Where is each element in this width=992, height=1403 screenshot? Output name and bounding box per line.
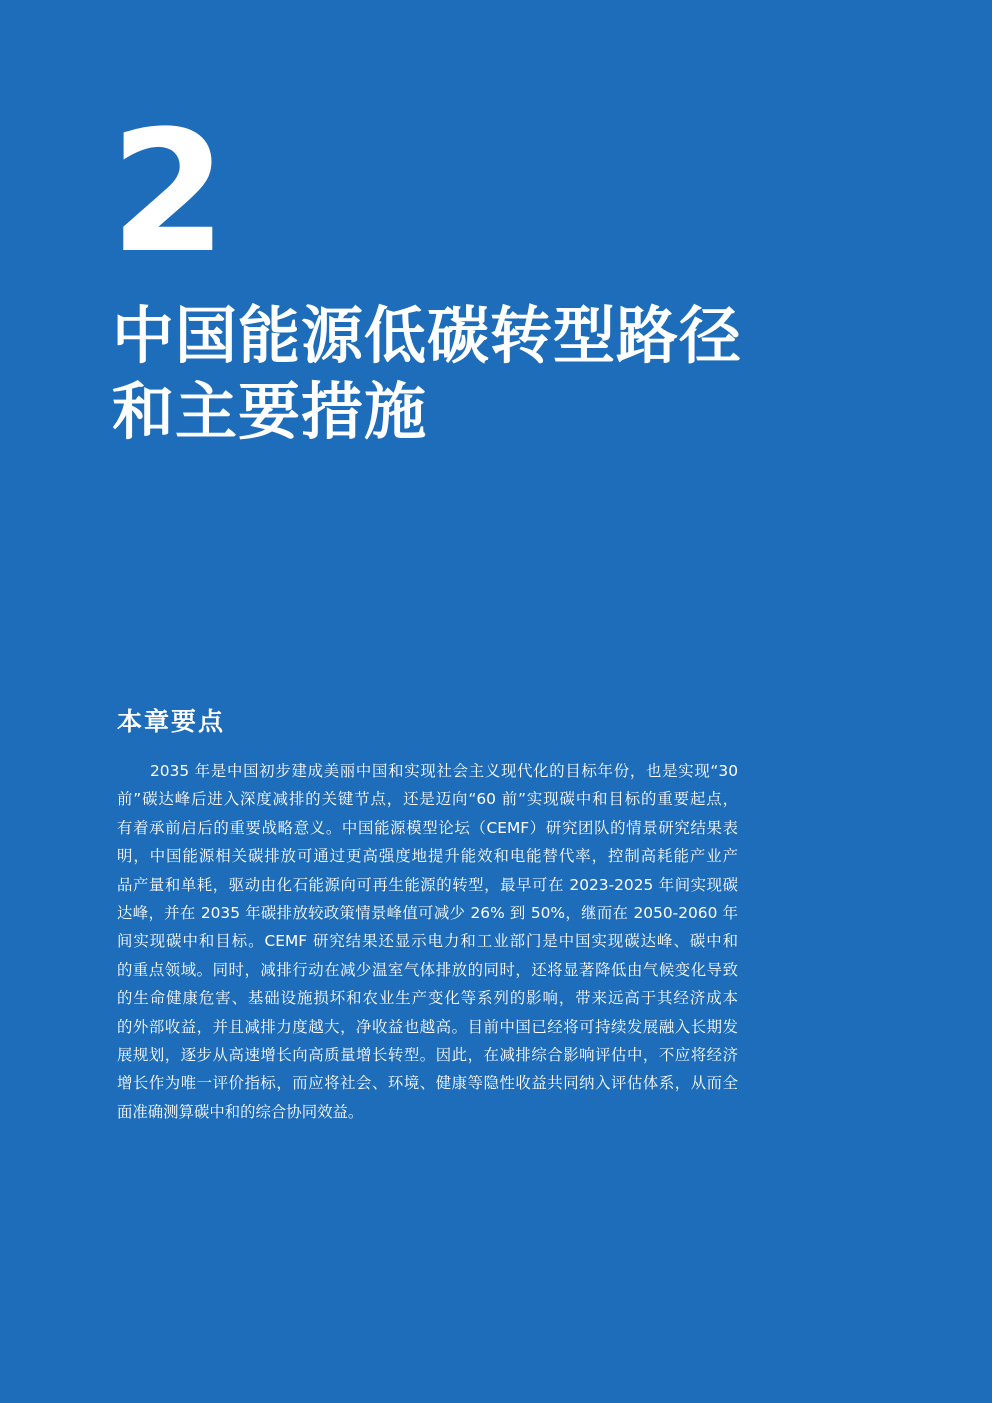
paragraph-line: 展规划，逐步从高速增长向高质量增长转型。因此，在减排综合影响评估中，不应将经济 [117, 1046, 738, 1065]
chapter-number: 2 [110, 94, 223, 290]
key-points-paragraph [117, 757, 738, 1126]
paragraph-line: 的生命健康危害、基础设施损坏和农业生产变化等系列的影响，带来远高于其经济成本 [117, 989, 738, 1008]
chapter-title-line: 中国能源低碳转型路径 [112, 299, 743, 372]
paragraph-line: 前”碳达峰后进入深度减排的关键节点，还是迈向“60 前”实现碳中和目标的重要起点， [117, 790, 738, 809]
chapter-title-line: 和主要措施 [112, 375, 428, 448]
chapter-title [112, 298, 772, 450]
paragraph-line: 间实现碳中和目标。CEMF 研究结果还显示电力和工业部门是中国实现碳达峰、碳中和 [117, 932, 738, 951]
paragraph-line: 面准确测算碳中和的综合协同效益。 [117, 1102, 364, 1121]
paragraph-line: 增长作为唯一评价指标，而应将社会、环境、健康等隐性收益共同纳入评估体系，从而全 [117, 1074, 738, 1093]
paragraph-line: 达峰，并在 2035 年碳排放较政策情景峰值可减少 26% 到 50%，继而在 2050-2060 年 [117, 904, 738, 923]
paragraph-line: 明，中国能源相关碳排放可通过更高强度地提升能效和电能替代率，控制高耗能产业产 [117, 847, 738, 866]
paragraph-line: 有着承前启后的重要战略意义。中国能源模型论坛（CEMF）研究团队的情景研究结果表 [117, 818, 738, 837]
paragraph-line: 品产量和单耗，驱动由化石能源向可再生能源的转型，最早可在 2023-2025 年间实现碳 [117, 875, 738, 894]
paragraph-line: 2035 年是中国初步建成美丽中国和实现社会主义现代化的目标年份，也是实现“30 [150, 762, 738, 780]
key-points-heading: 本章要点 [117, 707, 226, 736]
paragraph-line: 的重点领域。同时，减排行动在减少温室气体排放的同时，还将显著降低由气候变化导致 [117, 960, 738, 979]
paragraph-line: 的外部收益，并且减排力度越大，净收益也越高。目前中国已经将可持续发展融入长期发 [117, 1017, 738, 1036]
